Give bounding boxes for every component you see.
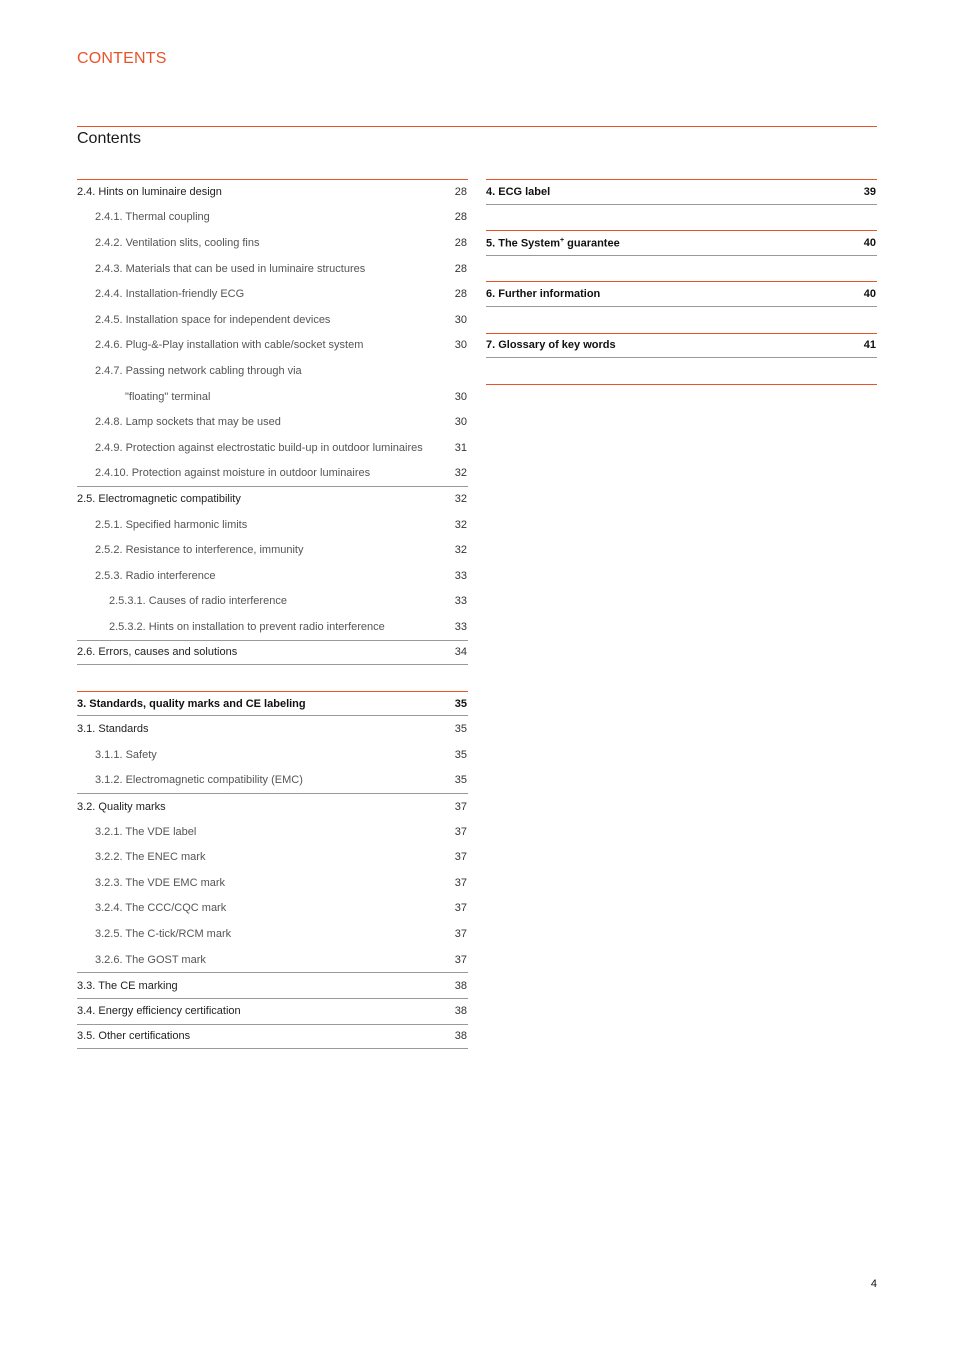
- toc-entry-label: 3.2.1. The VDE label: [95, 825, 197, 838]
- toc-chapter-label-suffix: guarantee: [564, 237, 620, 250]
- toc-end-rule: [486, 384, 877, 385]
- toc-entry-page: 35: [454, 748, 467, 761]
- toc-entry[interactable]: [77, 691, 468, 717]
- toc-entry[interactable]: [77, 947, 468, 973]
- toc-entry[interactable]: [77, 742, 468, 768]
- toc-entry-label: 3. Standards, quality marks and CE labeling: [77, 697, 306, 710]
- toc-entry[interactable]: [77, 179, 468, 205]
- toc-entry-page: 28: [454, 288, 467, 301]
- toc-entry-label: 3.3. The CE marking: [77, 979, 178, 992]
- toc-chapter-label: [486, 288, 600, 300]
- section-header-label: CONTENTS: [77, 50, 167, 67]
- toc-entry-page: 30: [454, 313, 467, 326]
- page-title: Contents: [77, 130, 142, 147]
- page-number: 4: [870, 1278, 877, 1290]
- toc-entry-label: 2.4.9. Protection against electrostatic build-up in outdoor luminaires: [95, 441, 423, 454]
- toc-chapter-label: [486, 186, 550, 198]
- toc-entry-page: 32: [454, 544, 467, 557]
- toc-entry-label: 3.2. Quality marks: [77, 800, 166, 813]
- toc-entry[interactable]: [77, 563, 468, 589]
- toc-entry-label: 2.4.5. Installation space for independent devices: [95, 313, 331, 326]
- toc-entry-page: 28: [454, 236, 467, 249]
- toc-entry-label: 3.1.2. Electromagnetic compatibility (EMC): [95, 774, 303, 787]
- toc-entry-label: 2.5.3. Radio interference: [95, 569, 216, 582]
- toc-entry-page: 34: [454, 646, 467, 659]
- toc-entry[interactable]: [77, 281, 468, 307]
- toc-chapter-label-text: 7. Glossary of key words: [486, 339, 616, 352]
- toc-entry-page: 38: [454, 1005, 467, 1018]
- toc-spacer: [77, 665, 468, 691]
- toc-chapter-page: 40: [863, 288, 876, 301]
- toc-entry-label: 2.5.1. Specified harmonic limits: [95, 518, 248, 531]
- toc-entry-page: 38: [454, 1030, 467, 1043]
- toc-entry-label: 2.5.2. Resistance to interference, immunity: [95, 544, 304, 557]
- toc-chapter-entry[interactable]: [486, 179, 877, 205]
- toc-entry[interactable]: [77, 409, 468, 435]
- toc-entry-label: 2.4.3. Materials that can be used in luminaire structures: [95, 262, 366, 275]
- toc-entry[interactable]: [77, 384, 468, 410]
- toc-right-column: [486, 179, 877, 385]
- toc-entry-page: 37: [454, 825, 467, 838]
- title-divider: [77, 126, 877, 127]
- toc-entry[interactable]: [77, 844, 468, 870]
- toc-entry-page: 33: [454, 569, 467, 582]
- toc-entry-page: 30: [454, 416, 467, 429]
- toc-chapter-label-text: 4. ECG label: [486, 185, 551, 198]
- toc-entry-page: 37: [454, 902, 467, 915]
- toc-entry-label: 2.4.4. Installation-friendly ECG: [95, 288, 245, 301]
- toc-entry[interactable]: [77, 358, 468, 384]
- toc-entry[interactable]: [77, 819, 468, 845]
- superscript-plus: +: [559, 236, 565, 244]
- toc-entry[interactable]: [77, 640, 468, 666]
- toc-entry[interactable]: [77, 1024, 468, 1050]
- toc-entry-page: 38: [454, 979, 467, 992]
- toc-chapter-entry[interactable]: [486, 230, 877, 256]
- toc-entry[interactable]: [77, 486, 468, 512]
- toc-entry[interactable]: [77, 256, 468, 282]
- toc-spacer: [486, 256, 877, 282]
- toc-entry-label: 2.5.3.1. Causes of radio interference: [109, 595, 287, 608]
- toc-entry-label: 2.4.2. Ventilation slits, cooling fins: [95, 236, 260, 249]
- toc-entry[interactable]: [77, 998, 468, 1024]
- toc-entry-label: 2.4.10. Protection against moisture in outdoor luminaires: [95, 467, 371, 480]
- toc-entry[interactable]: [77, 716, 468, 742]
- toc-entry-label: 2.5. Electromagnetic compatibility: [77, 493, 241, 506]
- toc-entry-label: 2.5.3.2. Hints on installation to prevent radio interference: [109, 620, 385, 633]
- toc-spacer: [486, 205, 877, 231]
- toc-entry-page: 35: [454, 723, 467, 736]
- toc-chapter-label: [486, 237, 620, 250]
- toc-entry-page: 35: [454, 697, 467, 710]
- toc-entry-page: 32: [454, 467, 467, 480]
- toc-entry[interactable]: [77, 512, 468, 538]
- toc-entry-page: 33: [454, 620, 467, 633]
- toc-entry-label: 3.2.2. The ENEC mark: [95, 851, 206, 864]
- toc-entry[interactable]: [77, 614, 468, 640]
- toc-entry-page: 37: [454, 851, 467, 864]
- toc-entry-page: 33: [454, 595, 467, 608]
- toc-entry[interactable]: [77, 870, 468, 896]
- toc-entry-label: 2.6. Errors, causes and solutions: [77, 646, 238, 659]
- toc-entry-label: "floating" terminal: [125, 390, 211, 403]
- toc-spacer: [486, 307, 877, 333]
- toc-entry[interactable]: [77, 972, 468, 998]
- toc-entry-label: 3.4. Energy efficiency certification: [77, 1005, 241, 1018]
- toc-spacer: [486, 358, 877, 384]
- toc-entry-page: 28: [454, 211, 467, 224]
- toc-entry-label: 2.4.6. Plug-&-Play installation with cable/socket system: [95, 339, 364, 352]
- toc-entry-label: 2.4.7. Passing network cabling through via: [95, 364, 302, 377]
- toc-entry-page: 37: [454, 876, 467, 889]
- toc-entry-page: 37: [454, 953, 467, 966]
- toc-entry-label: 3.5. Other certifications: [77, 1030, 191, 1043]
- toc-entry-label: 2.4.1. Thermal coupling: [95, 211, 210, 224]
- toc-entry-page: 28: [454, 186, 467, 199]
- toc-chapter-label: [486, 339, 616, 351]
- toc-entry[interactable]: [77, 230, 468, 256]
- toc-entry[interactable]: [77, 537, 468, 563]
- toc-entry[interactable]: [77, 793, 468, 819]
- toc-chapter-page: 39: [863, 185, 876, 198]
- toc-chapter-entry[interactable]: [486, 333, 877, 359]
- toc-entry[interactable]: [77, 768, 468, 794]
- toc-entry[interactable]: [77, 921, 468, 947]
- toc-entry[interactable]: [77, 461, 468, 487]
- toc-entry[interactable]: [77, 205, 468, 231]
- toc-entry-page: 32: [454, 493, 467, 506]
- toc-chapter-page: 41: [863, 339, 876, 352]
- toc-chapter-entry[interactable]: [486, 281, 877, 307]
- toc-entry-label: 3.2.6. The GOST mark: [95, 953, 206, 966]
- toc-entry-label: 3.2.5. The C-tick/RCM mark: [95, 928, 232, 941]
- toc-chapter-label-text: 6. Further information: [486, 288, 601, 301]
- toc-entry-page: 31: [454, 441, 467, 454]
- toc-entry-label: 2.4. Hints on luminaire design: [77, 186, 222, 199]
- toc-entry-page: 32: [454, 518, 467, 531]
- toc-entry[interactable]: [77, 435, 468, 461]
- toc-entry[interactable]: [77, 307, 468, 333]
- toc-entry-page: 35: [454, 774, 467, 787]
- toc-entry-page: 37: [454, 928, 467, 941]
- toc-entry-label: 2.4.8. Lamp sockets that may be used: [95, 416, 281, 429]
- toc-entry-page: 28: [454, 262, 467, 275]
- toc-entry-label: 3.2.3. The VDE EMC mark: [95, 876, 226, 889]
- toc-entry-page: 30: [454, 390, 467, 403]
- toc-entry-label: 3.2.4. The CCC/CQC mark: [95, 902, 227, 915]
- toc-entry-label: 3.1.1. Safety: [95, 748, 157, 761]
- toc-chapter-label-text: 5. The System: [486, 237, 560, 250]
- toc-chapter-page: 40: [863, 236, 876, 249]
- toc-entry-page: 30: [454, 339, 467, 352]
- toc-entry[interactable]: [77, 333, 468, 359]
- toc-entry[interactable]: [77, 589, 468, 615]
- toc-entry-label: 3.1. Standards: [77, 723, 149, 736]
- toc-entry[interactable]: [77, 896, 468, 922]
- toc-entry-page: 37: [454, 800, 467, 813]
- toc-left-column: [77, 179, 468, 1049]
